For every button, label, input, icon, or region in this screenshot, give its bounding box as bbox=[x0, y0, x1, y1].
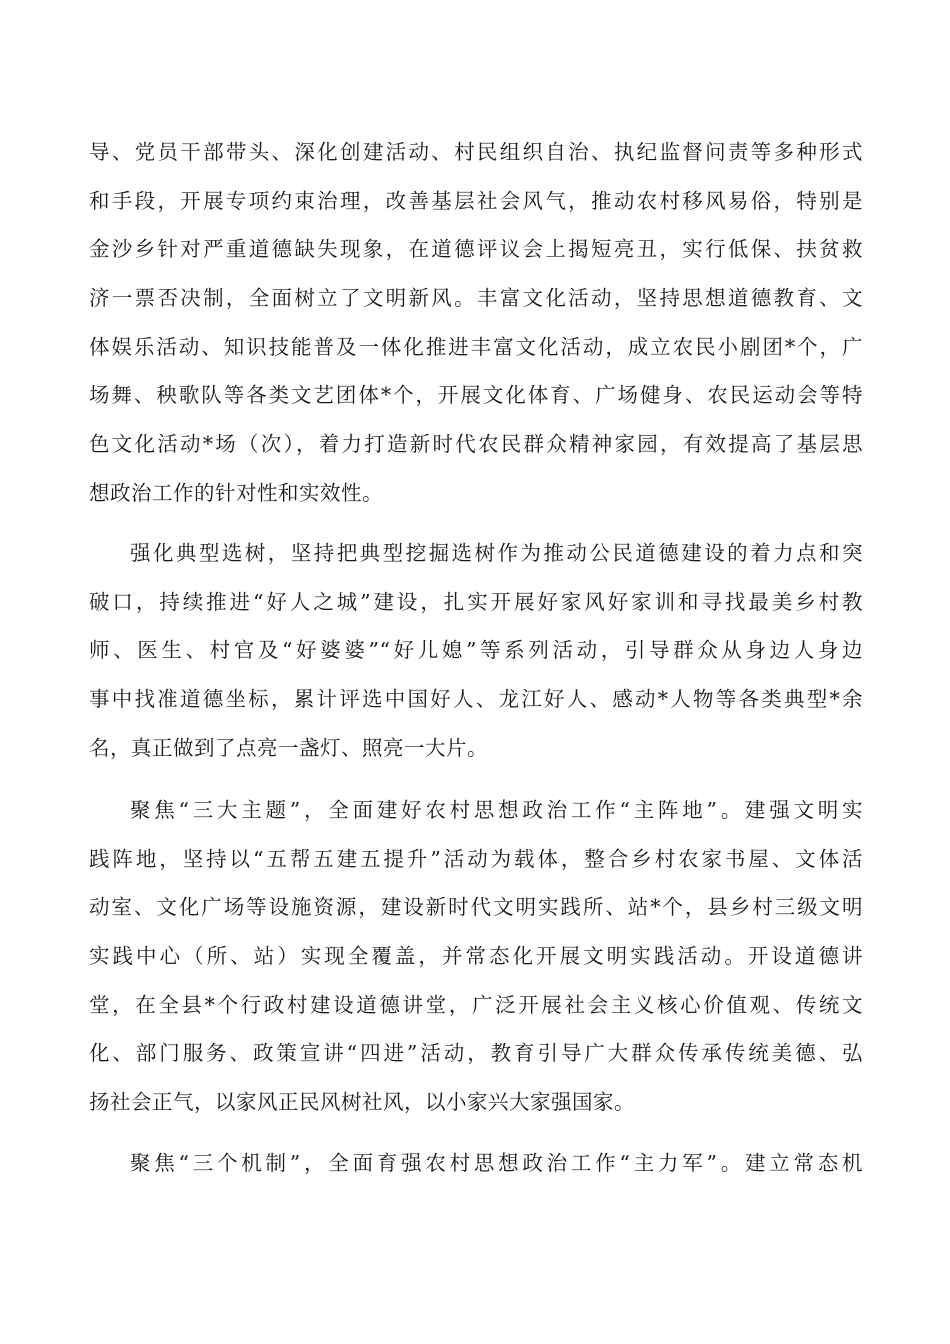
paragraph-line: 破口，持续推进“好人之城”建设，扎实开展好家风好家训和寻找最美乡村教 bbox=[89, 589, 863, 614]
paragraph-line: 事中找准道德坐标，累计评选中国好人、龙江好人、感动*人物等各类典型*余 bbox=[89, 687, 863, 712]
paragraph-1 bbox=[89, 128, 863, 518]
paragraph-line: 强化典型选树，坚持把典型挖掘选树作为推动公民道德建设的着力点和突 bbox=[130, 541, 863, 565]
paragraph-line: 践阵地，坚持以“五帮五建五提升”活动为载体，整合乡村农家书屋、文体活 bbox=[89, 846, 863, 871]
paragraph-line: 聚焦“三大主题”，全面建好农村思想政治工作“主阵地”。建强文明实 bbox=[130, 798, 863, 822]
paragraph-line: 济一票否决制，全面树立了文明新风。丰富文化活动，坚持思想道德教育、文 bbox=[89, 286, 863, 311]
paragraph-line: 化、部门服务、政策宣讲“四进”活动，教育引导广大群众传承传统美德、弘 bbox=[89, 1041, 863, 1066]
paragraph-line: 金沙乡针对严重道德缺失现象，在道德评议会上揭短亮丑，实行低保、扶贫救 bbox=[89, 237, 863, 262]
paragraph-3 bbox=[89, 786, 863, 1127]
paragraph-line: 师、医生、村官及“好婆婆”“好儿媳”等系列活动，引导群众从身边人身边 bbox=[89, 638, 863, 663]
paragraph-line: 堂，在全县*个行政村建设道德讲堂，广泛开展社会主义核心价值观、传统文 bbox=[89, 992, 863, 1017]
paragraph-line: 想政治工作的针对性和实效性。 bbox=[89, 480, 383, 505]
paragraph-line: 聚焦“三个机制”，全面育强农村思想政治工作“主力军”。建立常态机 bbox=[130, 1151, 863, 1175]
paragraph-line: 名，真正做到了点亮一盏灯、照亮一大片。 bbox=[89, 735, 488, 760]
paragraph-line: 扬社会正气，以家风正民风树社风，以小家兴大家强国家。 bbox=[89, 1090, 635, 1115]
paragraph-line: 体娱乐活动、知识技能普及一体化推进丰富文化活动，成立农民小剧团*个，广 bbox=[89, 334, 863, 359]
paragraph-line: 动室、文化广场等设施资源，建设新时代文明实践所、站*个，县乡村三级文明 bbox=[89, 895, 863, 920]
paragraph-line: 场舞、秧歌队等各类文艺团体*个，开展文化体育、广场健身、农民运动会等特 bbox=[89, 383, 863, 408]
paragraph-line: 和手段，开展专项约束治理，改善基层社会风气，推动农村移风易俗，特别是 bbox=[89, 188, 863, 213]
paragraph-2 bbox=[89, 529, 863, 772]
paragraph-line: 实践中心（所、站）实现全覆盖，并常态化开展文明实践活动。开设道德讲 bbox=[89, 944, 863, 969]
paragraph-4 bbox=[89, 1139, 863, 1188]
paragraph-line: 导、党员干部带头、深化创建活动、村民组织自治、执纪监督问责等多种形式 bbox=[89, 140, 863, 164]
paragraph-line: 色文化活动*场（次），着力打造新时代农民群众精神家园，有效提高了基层思 bbox=[89, 432, 863, 457]
